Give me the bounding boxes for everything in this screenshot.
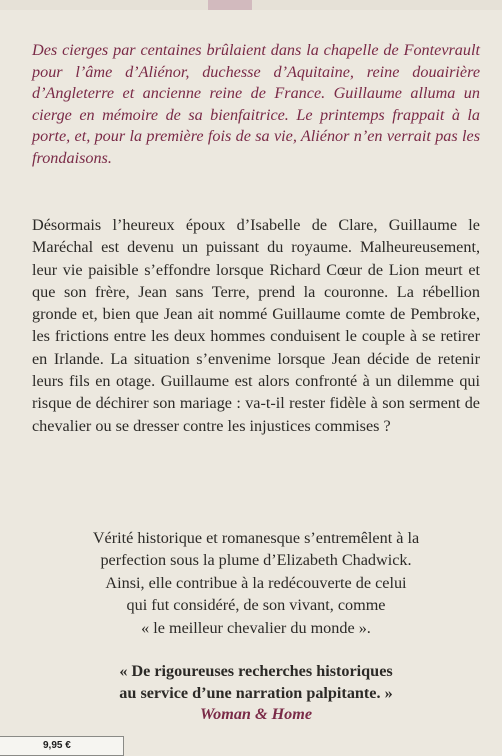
- synopsis-paragraph: Désormais l’heureux époux d’Isabelle de Clare, Guillaume le Maréchal est devenu un puissant du royaume. Malheureusement, leur vie paisible s’effondre lorsque Richard Cœur de Lion meurt et que son frère, Jean sans Terre, prend la couronne. La rébellion gronde et, bien que Jean ait nommé Guillaume comte de Pembroke, les frictions entre les deux hommes conduisent le couple à se retirer en Irlande. La situation s’envenime lorsque Jean décide de retenir leurs fils en otage. Guillaume est alors confronté à un dilemme qui risque de déchirer son mariage : va-t-il rester fidèle à son serment de chevalier ou se dresser contre les injustices commises ?: [32, 216, 480, 435]
- price-label: 9,95 €: [43, 740, 71, 751]
- press-quote: [32, 660, 480, 704]
- price-sticker: [0, 736, 124, 756]
- intro-excerpt: Des cierges par centaines brûlaient dans la chapelle de Fontevrault pour l’âme d’Aliénor, duchesse d’Aquitaine, reine douairière d’Angleterre et ancienne reine de France. Guillaume alluma un cierge en mémoire de sa bienfaitrice. Le printemps frappait à la porte, et, pour la première fois de sa vie, Aliénor n’en verrait pas les frondaisons.: [32, 41, 480, 167]
- praise-paragraph: [32, 527, 480, 639]
- praise-line: perfection sous la plume d’Elizabeth Chadwick.: [100, 551, 412, 570]
- praise-line: Ainsi, elle contribue à la redécouverte de celui: [105, 573, 407, 592]
- praise-line: « le meilleur chevalier du monde ».: [141, 618, 371, 637]
- quote-source: Woman & Home: [199, 705, 313, 723]
- praise-line: Vérité historique et romanesque s’entremêlent à la: [92, 529, 420, 547]
- quote-line: « De rigoureuses recherches historiques: [119, 662, 393, 680]
- top-cover-fragment: [208, 0, 252, 10]
- quote-line: au service d’une narration palpitante. »: [119, 684, 393, 702]
- praise-line: qui fut considéré, de son vivant, comme: [126, 596, 386, 615]
